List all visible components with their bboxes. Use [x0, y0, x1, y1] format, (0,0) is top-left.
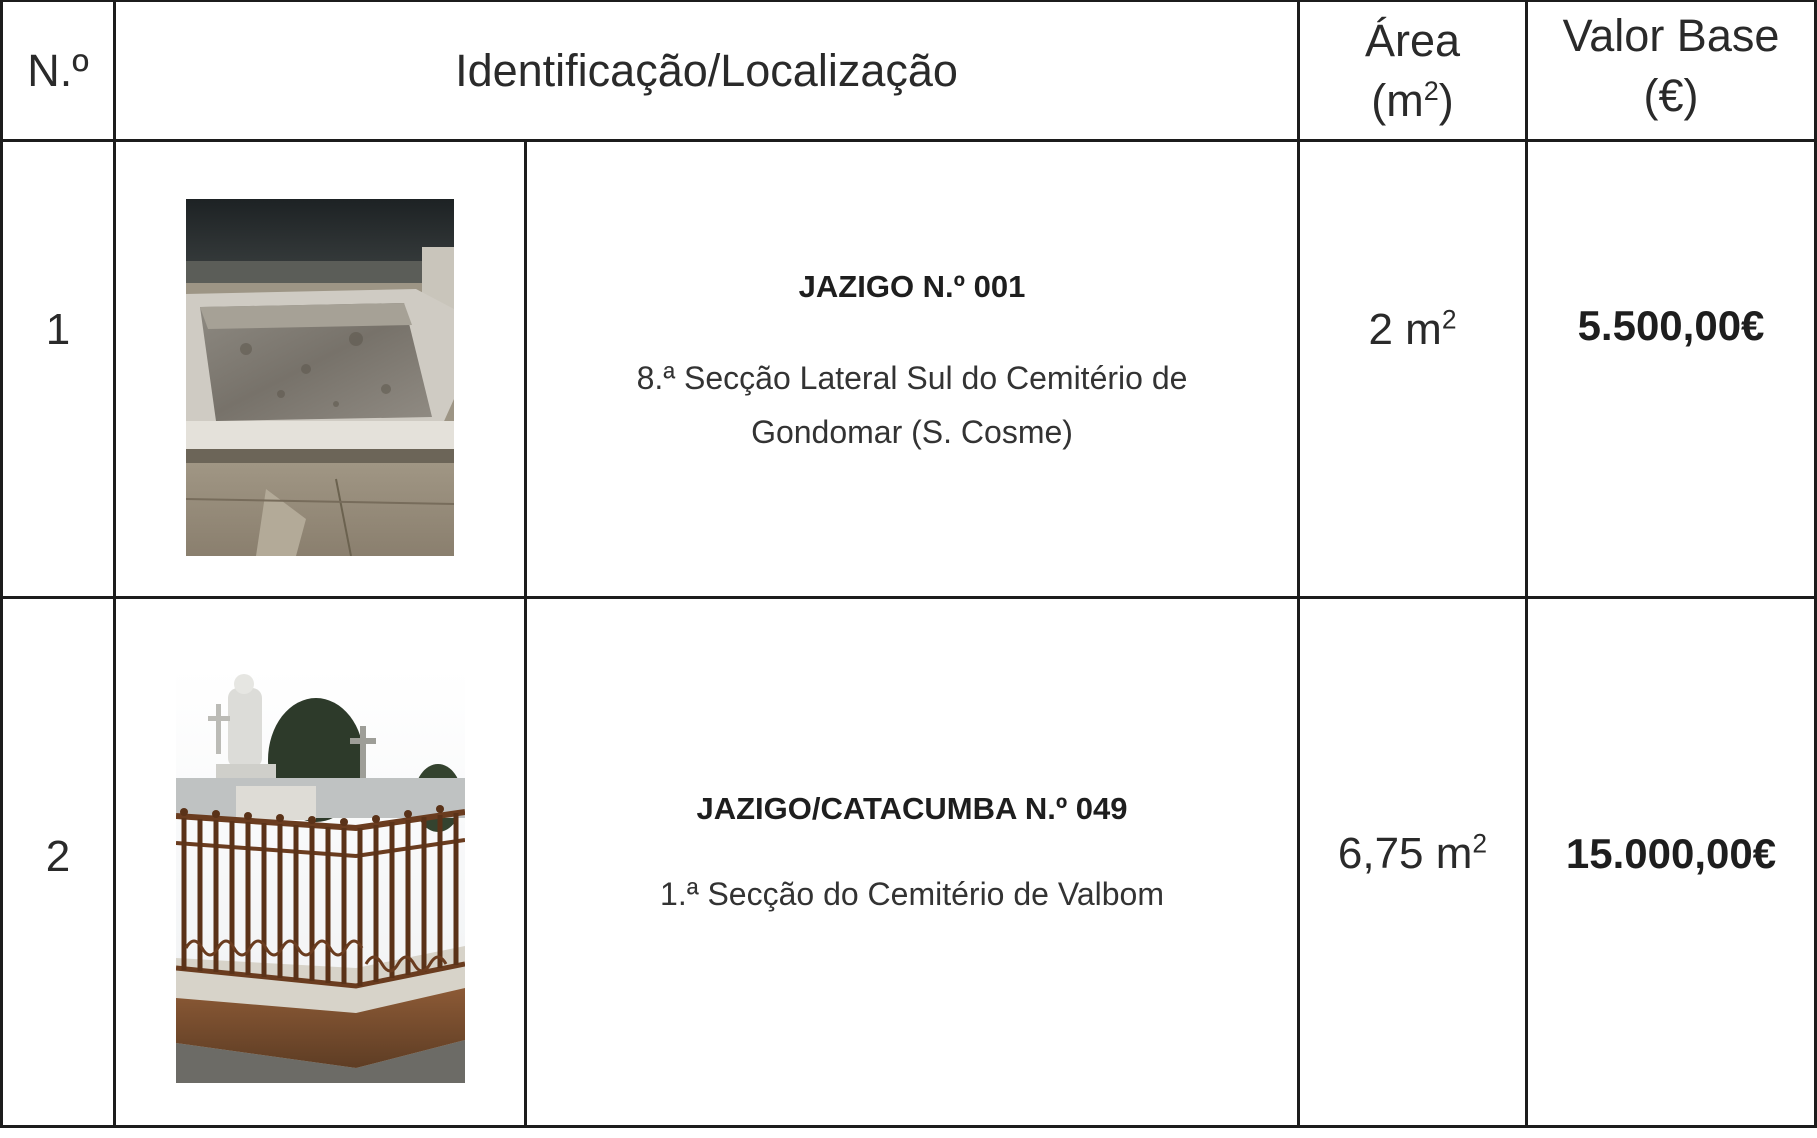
table-border-bottom [0, 1125, 1817, 1128]
row-1-photo [186, 199, 454, 556]
row-2-base-value: 15.000,00€ [1565, 830, 1777, 877]
row-2-area: 6,75 $m^2$ [1337, 828, 1488, 878]
row-1-location-line1: 8.ª Secção Lateral Sul do Cemitério de [636, 360, 1188, 396]
header-base-value [1528, 0, 1814, 139]
grave-slab-image [186, 199, 454, 556]
column-divider-number [113, 0, 116, 1128]
header-number-label: N.º [27, 44, 89, 96]
header-identification [116, 2, 1297, 139]
row-2-location-line1: 1.ª Secção do Cemitério de Valbom [660, 876, 1164, 912]
tomb-railing-image [176, 668, 465, 1083]
header-identification-label: Identificação/Localização [455, 44, 958, 96]
row-1-title: JAZIGO N.º 001 [798, 269, 1026, 304]
header-number [3, 2, 113, 139]
row-1-description [527, 142, 1297, 596]
header-area-line1: Área [1364, 14, 1461, 66]
row-1-area: 2 $m^2$ [1368, 304, 1457, 354]
row-1-number: 1 [45, 305, 71, 354]
row-2-photo [176, 668, 465, 1083]
row-2-number: 2 [45, 832, 71, 881]
row-1-location-line2: Gondomar (S. Cosme) [751, 414, 1073, 450]
header-value-line1: Valor Base [1562, 9, 1780, 61]
row-2-description [527, 599, 1297, 1125]
row-2-title: JAZIGO/CATACUMBA N.º 049 [696, 791, 1128, 826]
row-1-base-value: 5.500,00€ [1577, 302, 1765, 349]
header-value-line2: (€) [1643, 69, 1699, 121]
header-area [1300, 2, 1525, 139]
header-area-line2: $(m^2)$ [1371, 74, 1454, 126]
